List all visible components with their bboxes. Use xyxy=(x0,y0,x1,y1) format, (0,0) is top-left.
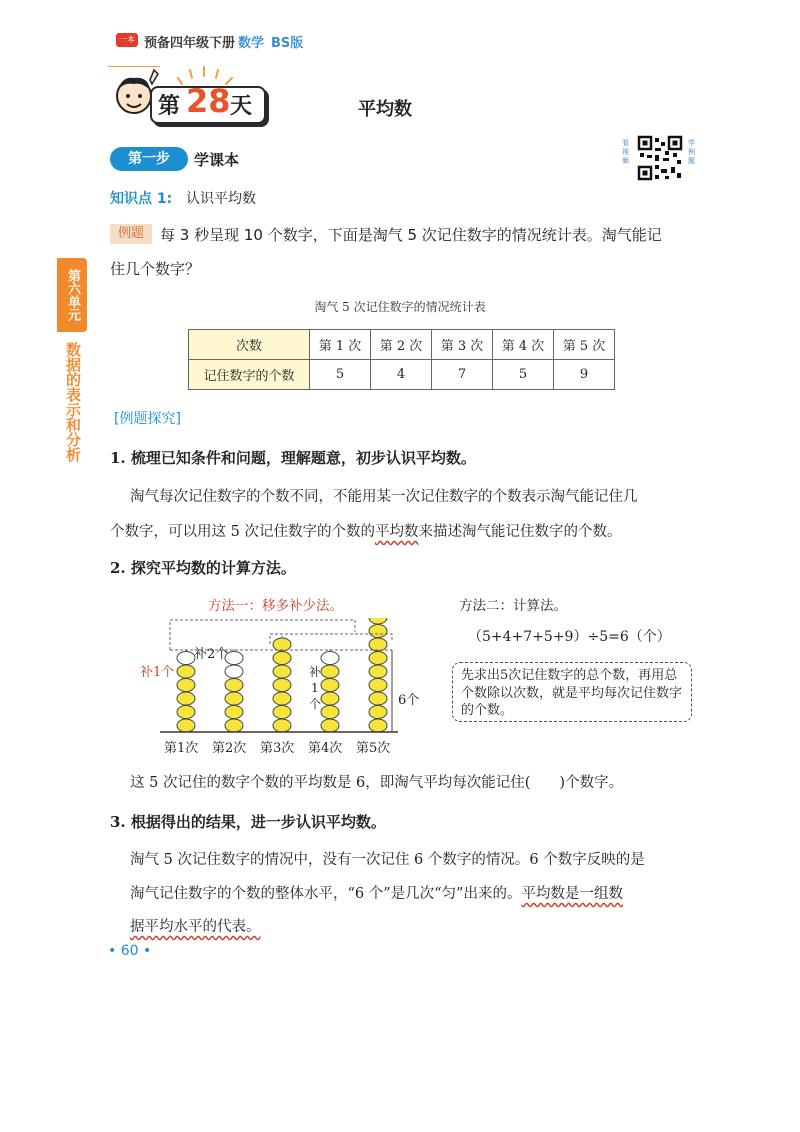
abacus-bead xyxy=(369,679,387,692)
step-badge: 第一步 xyxy=(110,147,188,171)
text-segment: 个数字，可以用这 5 次记住数字的个数的 xyxy=(110,524,375,540)
example-text-line2: 住几个数字？ xyxy=(110,260,201,278)
day-prefix: 第 xyxy=(158,94,181,119)
abacus-bead xyxy=(273,719,291,732)
abacus-label: 第3次 xyxy=(260,741,295,756)
step3-paragraph-line2 xyxy=(130,882,623,903)
unit-topic: 数据的表示和分析 xyxy=(64,342,82,462)
abacus-bead xyxy=(369,652,387,665)
table-header-cell: 第 2 次 xyxy=(371,330,432,360)
abacus-bead xyxy=(177,665,195,678)
abacus-bead xyxy=(225,679,243,692)
fill-label-1: 补1个 xyxy=(140,665,175,680)
abacus-bead xyxy=(369,692,387,705)
qr-caption-right: 学例题 xyxy=(688,139,695,165)
highlight-definition: 平均数是一组数 xyxy=(521,886,623,902)
abacus-bead xyxy=(273,638,291,651)
abacus-diagram xyxy=(130,618,420,758)
explore-label: [例题探究] xyxy=(114,411,181,427)
step3-heading: 3. 根据得出的结果，进一步认识平均数。 xyxy=(110,813,386,831)
abacus-bead xyxy=(321,706,339,719)
table-cell: 9 xyxy=(554,360,615,390)
abacus-bead xyxy=(369,625,387,638)
highlight-average: 平均数 xyxy=(374,524,419,540)
table-cell: 7 xyxy=(432,360,493,390)
abacus-bead xyxy=(273,665,291,678)
table-header-cell: 第 5 次 xyxy=(554,330,615,360)
abacus-bead xyxy=(369,665,387,678)
qr-code-icon[interactable] xyxy=(637,135,683,181)
table-cell: 4 xyxy=(371,360,432,390)
abacus-labels xyxy=(164,740,390,756)
table-row xyxy=(189,360,615,390)
knowledge-point-title: 认识平均数 xyxy=(186,191,256,207)
example-text-line1: 每 3 秒呈现 10 个数字，下面是淘气 5 次记住数字的情况统计表。淘气能记 xyxy=(160,226,662,244)
abacus-bead-empty xyxy=(321,652,339,665)
table-header-cell: 第 3 次 xyxy=(432,330,493,360)
abacus-bead xyxy=(177,692,195,705)
qr-caption-left: 看视频 xyxy=(622,139,629,165)
abacus-bead xyxy=(369,638,387,651)
step-title: 学课本 xyxy=(194,151,240,169)
example-badge: 例题 xyxy=(110,224,152,244)
abacus-bead xyxy=(225,719,243,732)
table-header-cell: 第 4 次 xyxy=(493,330,554,360)
fill-label-3: 1 xyxy=(311,681,319,695)
abacus-bead xyxy=(369,719,387,732)
average-label: 6个 xyxy=(398,693,420,708)
step3-paragraph-line1: 淘气 5 次记住数字的情况中，没有一次记住 6 个数字的情况。6 个数字反映的是 xyxy=(130,852,645,868)
abacus-label: 第1次 xyxy=(164,741,199,756)
table-row xyxy=(189,330,615,360)
abacus-bead xyxy=(321,679,339,692)
abacus-label: 第2次 xyxy=(212,741,247,756)
abacus-bead xyxy=(225,706,243,719)
table-row-label: 记住数字的个数 xyxy=(189,360,310,390)
abacus-bead xyxy=(225,692,243,705)
abacus-bead xyxy=(321,665,339,678)
table-header-cell: 次数 xyxy=(189,330,310,360)
abacus-bead xyxy=(321,719,339,732)
highlight-definition: 据平均水平的代表。 xyxy=(130,919,261,935)
fill-label-2: 补2个 xyxy=(194,647,229,662)
abacus-bead xyxy=(273,679,291,692)
abacus-bead xyxy=(369,618,387,624)
step2-heading: 2. 探究平均数的计算方法。 xyxy=(110,559,296,577)
edition-label: BS版 xyxy=(271,36,304,51)
subject-label: 数学 xyxy=(238,36,265,51)
day-suffix: 天 xyxy=(230,94,253,119)
step3-paragraph-line3 xyxy=(130,915,261,936)
step1-heading: 1. 梳理已知条件和问题，理解题意，初步认识平均数。 xyxy=(110,449,476,467)
table-cell: 5 xyxy=(493,360,554,390)
knowledge-point-label: 知识点 1: xyxy=(110,191,173,207)
abacus-label: 第5次 xyxy=(356,741,391,756)
abacus-bead xyxy=(321,692,339,705)
unit-tab: 第六单元 xyxy=(57,258,87,332)
abacus-bead xyxy=(177,679,195,692)
abacus-bead xyxy=(177,706,195,719)
page-title: 平均数 xyxy=(358,99,412,120)
method2-formula: （5+4+7+5+9）÷5=6（个） xyxy=(468,629,671,645)
fill-label-3: 个 xyxy=(309,697,322,711)
abacus-bead xyxy=(273,652,291,665)
text-segment: 淘气记住数字的个数的整体水平，“6 个”是几次“匀”出来的。 xyxy=(130,886,522,902)
step2-result: 这 5 次记住的数字个数的平均数是 6，即淘气平均每次能记住( )个数字。 xyxy=(130,775,624,791)
fill-label-3: 补 xyxy=(309,665,322,679)
table-header-cell: 第 1 次 xyxy=(310,330,371,360)
method2-title: 方法二：计算法。 xyxy=(459,598,567,614)
move-path-1 xyxy=(170,620,355,650)
abacus-bead xyxy=(273,706,291,719)
page-number: • 60 • xyxy=(108,943,152,959)
abacus-bead-empty xyxy=(177,652,195,665)
table-title: 淘气 5 次记住数字的情况统计表 xyxy=(314,300,486,314)
abacus-beads xyxy=(177,618,387,732)
book-title: 预备四年级下册 xyxy=(144,36,236,51)
abacus-label: 第4次 xyxy=(308,741,343,756)
text-segment: 来描述淘气能记住数字的个数。 xyxy=(418,524,622,540)
abacus-bead-empty xyxy=(225,665,243,678)
abacus-bead xyxy=(177,719,195,732)
publisher-logo: 一本 xyxy=(116,33,138,47)
abacus-bead xyxy=(369,706,387,719)
method1-title: 方法一：移多补少法。 xyxy=(208,598,343,614)
day-number: 28 xyxy=(186,82,231,120)
stats-table xyxy=(188,329,615,390)
step1-paragraph-line1: 淘气每次记住数字的个数不同，不能用某一次记住数字的个数表示淘气能记住几 xyxy=(130,489,638,505)
step1-paragraph-line2 xyxy=(110,520,621,541)
abacus-bead xyxy=(273,692,291,705)
method2-note: 先求出5次记住数字的总个数，再用总个数除以次数，就是平均每次记住数字的个数。 xyxy=(452,662,692,722)
table-cell: 5 xyxy=(310,360,371,390)
